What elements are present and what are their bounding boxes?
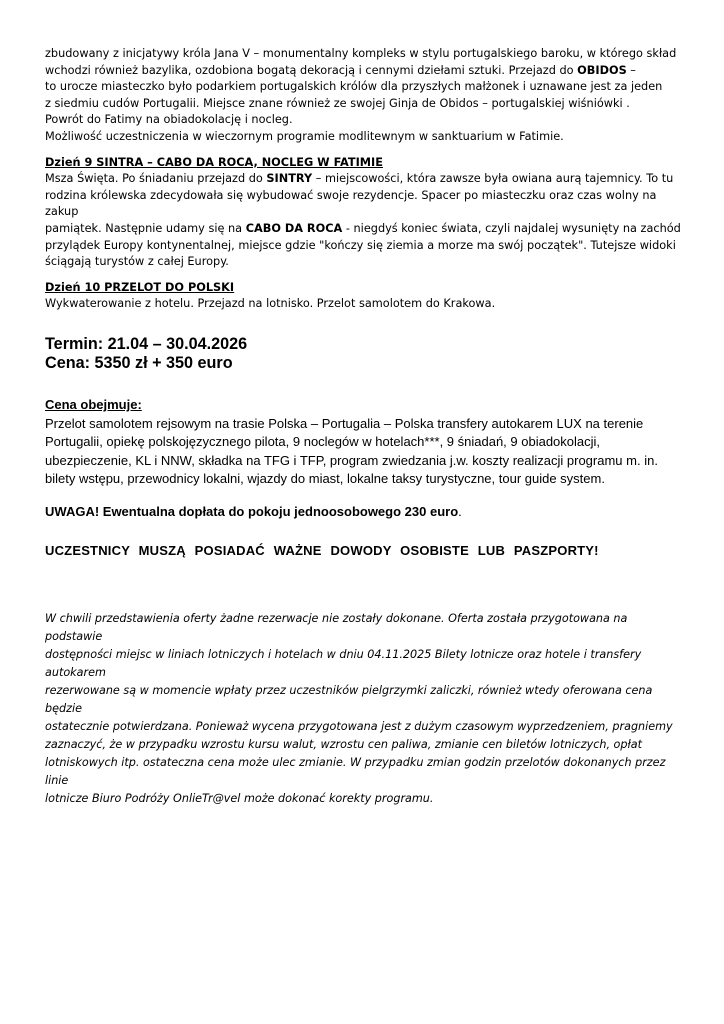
sintra-place: SINTRY — [266, 172, 313, 186]
termin-dates: Termin: 21.04 – 30.04.2026 — [45, 334, 248, 353]
notice-period: . — [458, 503, 462, 519]
spacer — [45, 146, 685, 155]
documents-requirement: UCZESTNICY MUSZĄ POSIADAĆ WAŻNE DOWODY OSOBISTE LUB PASZPORTY! — [45, 543, 599, 559]
document-page — [45, 46, 685, 808]
spacer — [45, 558, 685, 610]
day9-line: ściągają turystów z całej Europy. — [45, 255, 229, 269]
spacer — [45, 374, 685, 396]
intro-line: Powrót do Fatimy na obiadokolację i nocleg. — [45, 113, 293, 127]
spacer — [45, 271, 685, 280]
cabo-da-roca-place: CABO DA ROCA — [245, 221, 343, 235]
day10-section — [45, 280, 685, 313]
spacer — [45, 313, 685, 335]
day9-line — [45, 171, 685, 188]
price-includes-section — [45, 396, 685, 489]
intro-paragraph — [45, 46, 685, 146]
intro-text: – — [626, 63, 636, 77]
day9-line — [45, 221, 685, 238]
day9-line: przylądek Europy kontynentalnej, miejsce gdzie "kończy się ziemia a morze ma swój początek". Tutejsze widoki — [45, 238, 676, 252]
day9-section — [45, 155, 685, 271]
day9-text: - niegdyś koniec świata, czyli najdalej wysunięty na zachód — [342, 221, 681, 235]
intro-line: Możliwość uczestniczenia w wieczornym programie modlitewnym w sanktuarium w Fatimie. — [45, 129, 564, 143]
price-includes-heading: Cena obejmuje: — [45, 396, 142, 412]
spacer — [45, 489, 685, 503]
intro-line: to urocze miasteczko było podarkiem portugalskich królów dla przyszłych małżonek i uznawane jest za jeden — [45, 80, 663, 94]
single-room-notice — [45, 503, 685, 522]
day9-text: pamiątek. Następnie udamy się na — [45, 221, 246, 235]
single-room-surcharge: UWAGA! Ewentualna dopłata do pokoju jednoosobowego 230 euro — [45, 503, 459, 519]
intro-line: zbudowany z inicjatywy króla Jana V – monumentalny kompleks w stylu portugalskiego baroku, w którego skład — [45, 47, 677, 60]
spacer — [45, 521, 685, 543]
disclaimer-line: rezerwowane są w momencie wpłaty przez uczestników pielgrzymki zaliczki, również wtedy oferowana cena będzie — [45, 684, 653, 716]
disclaimer-line: lotnicze Biuro Podróży OnlieTr@vel może dokonać korekty programu. — [45, 792, 434, 806]
day9-heading: Dzień 9 SINTRA – CABO DA ROCA, NOCLEG W FATIMIE — [45, 155, 383, 169]
disclaimer-line: zaznaczyć, że w przypadku wzrostu kursu walut, wzrostu cen paliwa, zmianie cen biletów lotniczych, opłat — [45, 738, 642, 752]
disclaimer-line: W chwili przedstawienia oferty żadne rezerwacje nie zostały dokonane. Oferta została przygotowana na podstawie — [45, 612, 628, 644]
disclaimer-line: dostępności miejsc w liniach lotniczych i hotelach w dniu 04.11.2025 Bilety lotnicze oraz hotele i transfery autokarem — [45, 648, 642, 680]
day9-text: Msza Święta. Po śniadaniu przejazd do — [45, 172, 267, 186]
disclaimer-line: ostatecznie potwierdzana. Ponieważ wycena przygotowana jest z dużym czasowym wyprzedzeniem, pragniemy — [45, 720, 673, 734]
price-includes-line: Przelot samolotem rejsowym na trasie Polska – Portugalia – Polska transfery autokarem LUX na terenie — [45, 415, 644, 431]
price-includes-line: ubezpieczenie, KL i NNW, składka na TFG i TFP, program zwiedzania j.w. koszty realizacji programu m. in. — [45, 452, 658, 468]
price: Cena: 5350 zł + 350 euro — [45, 354, 233, 373]
intro-text: wchodzi również bazylika, ozdobiona bogatą dekoracją i cennymi dziełami sztuki. Przejazd do — [45, 63, 578, 77]
disclaimer-paragraph — [45, 610, 685, 808]
disclaimer-line: lotniskowych itp. ostateczna cena może ulec zmianie. W przypadku zmian godzin przelotów dokonanych przez linie — [45, 756, 666, 788]
price-includes-line: Portugalii, opiekę polskojęzycznego pilota, 9 noclegów w hotelach***, 9 śniadań, 9 obiadokolacji, — [45, 434, 601, 450]
day9-text: – miejscowości, która zawsze była owiana aurą tajemnicy. To tu — [312, 172, 674, 186]
dates-price-block — [45, 335, 685, 374]
intro-line: z siedmiu cudów Portugalii. Miejsce znane również ze swojej Ginja de Obidos – portugalskiej wiśniówki . — [45, 96, 630, 110]
obidos-place: OBIDOS — [577, 63, 627, 77]
intro-line — [45, 63, 685, 80]
day9-line: rodzina królewska zdecydowała się wybudować swoje rezydencje. Spacer po miasteczku oraz czas wolny na zakup — [45, 188, 657, 219]
price-includes-line: bilety wstępu, przewodnicy lokalni, wjazdy do miast, lokalne taksy turystyczne, tour guide system. — [45, 471, 605, 487]
day10-heading: Dzień 10 PRZELOT DO POLSKI — [45, 280, 235, 294]
day10-line: Wykwaterowanie z hotelu. Przejazd na lotnisko. Przelot samolotem do Krakowa. — [45, 297, 496, 311]
